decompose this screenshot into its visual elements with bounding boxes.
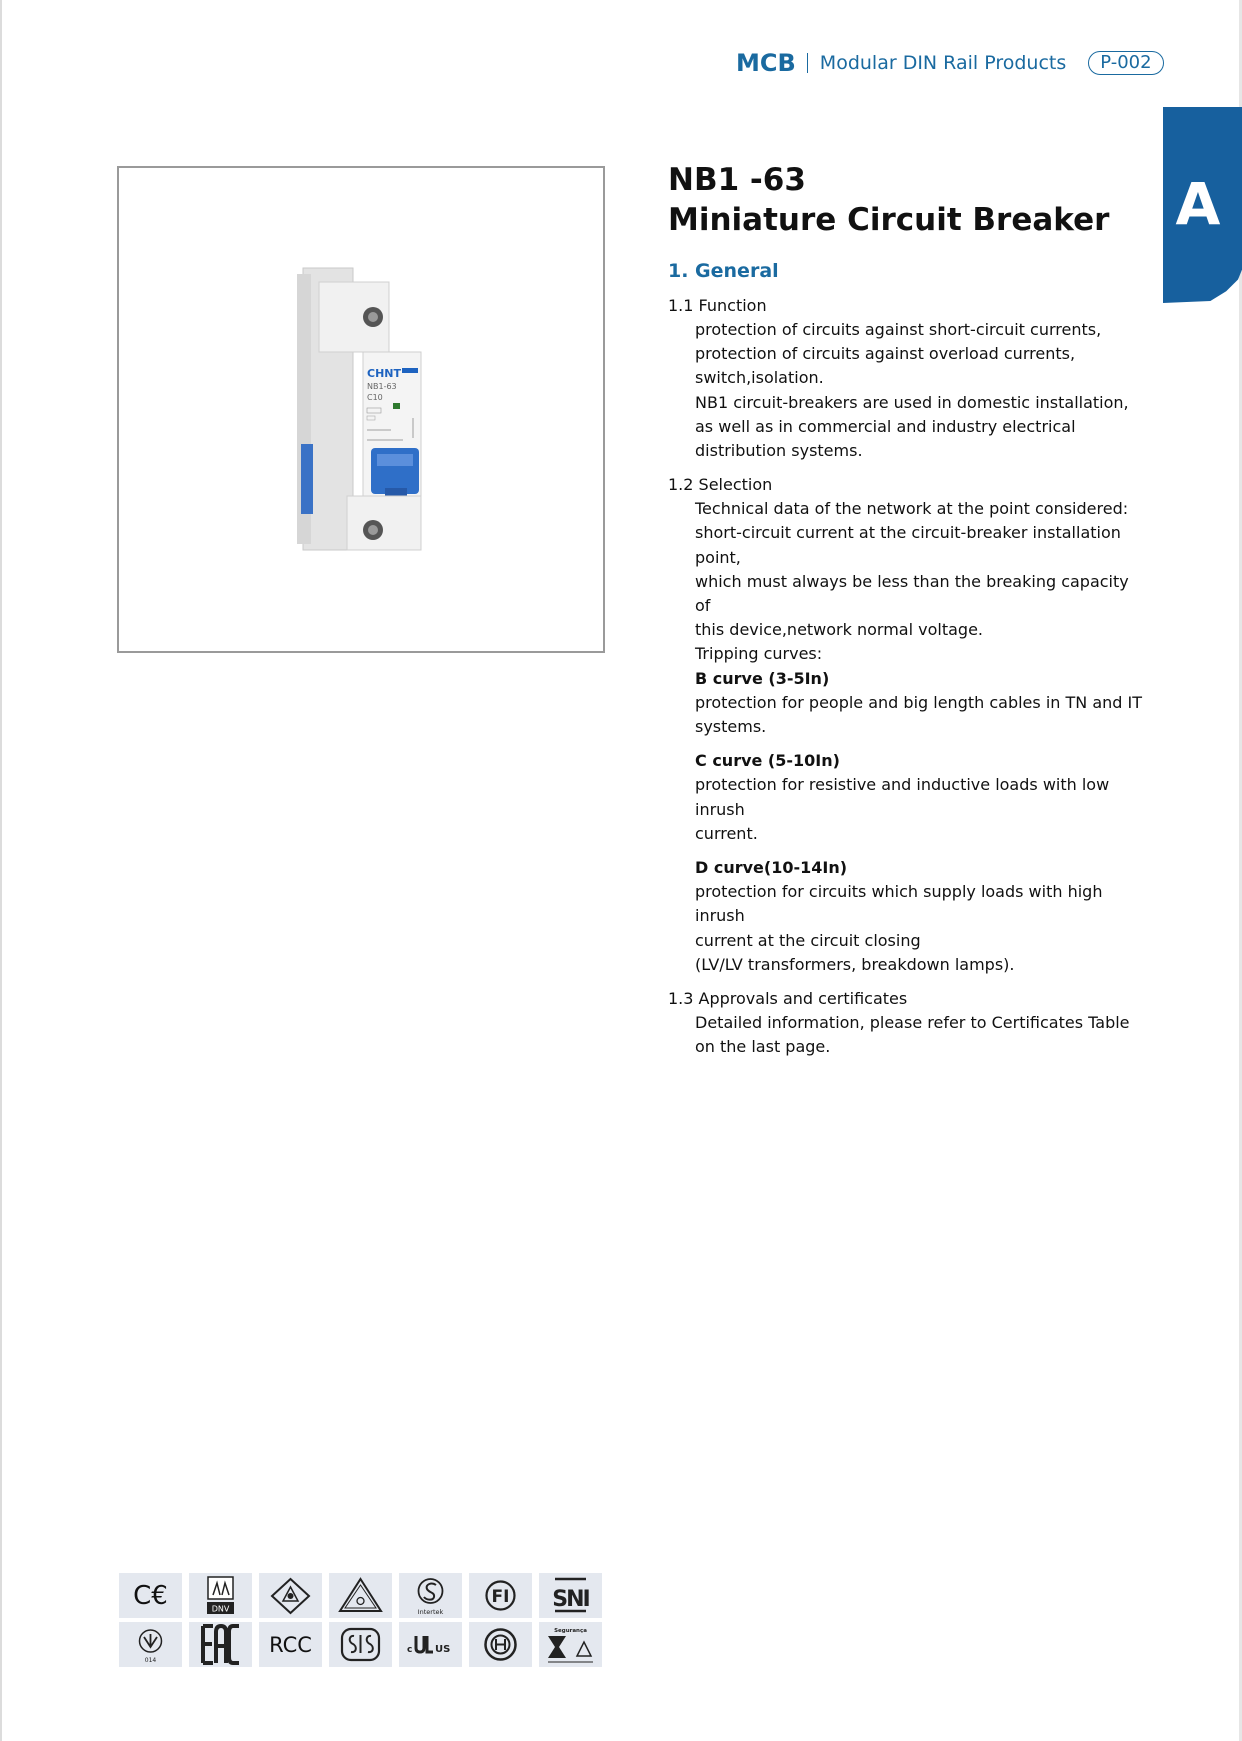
text-line: protection for people and big length cables in TN and IT — [695, 692, 1142, 712]
function-text — [668, 318, 1148, 463]
header-separator — [807, 53, 808, 73]
spacer — [695, 739, 1148, 749]
product-title-line2: Miniature Circuit Breaker — [668, 202, 1110, 238]
us-label: US — [435, 1644, 451, 1655]
curve-d-name: D curve(10-14In) — [695, 858, 848, 878]
quality-mark-icon — [469, 1622, 532, 1667]
curve-c-name: C curve (5-10In) — [695, 751, 840, 771]
subheading-approvals: 1.3 Approvals and certificates — [668, 989, 908, 1009]
sni-label: SNI — [552, 1587, 589, 1612]
text-line: protection of circuits against short-circuit currents, — [695, 320, 1102, 339]
text-line: protection for circuits which supply loads with high inrush — [695, 882, 1103, 926]
text-line: this device,network normal voltage. — [695, 620, 983, 640]
vde-mark-icon — [329, 1573, 392, 1618]
subheading-function: 1.1 Function — [668, 296, 767, 315]
dnv-label: DNV — [211, 1604, 230, 1614]
circuit-breaker-illustration — [119, 168, 603, 651]
sis-mark-icon — [329, 1622, 392, 1667]
selection-text — [668, 497, 1148, 977]
ce-mark-icon — [119, 1573, 182, 1618]
section-heading-general: 1. General — [668, 260, 779, 282]
device-brand-label: CHNT — [367, 367, 401, 380]
ec-mark-icon — [119, 1622, 182, 1667]
text-line: as well as in commercial and industry electrical — [695, 416, 1076, 436]
section-tab-letter: A — [1175, 170, 1221, 238]
subheading-selection: 1.2 Selection — [668, 475, 773, 495]
text-line: Tripping curves: — [695, 644, 823, 664]
approvals-text — [668, 1011, 1148, 1059]
text-line: Technical data of the network at the point considered: — [695, 499, 1129, 519]
text-line: systems. — [695, 717, 767, 737]
header-subtitle: Modular DIN Rail Products — [819, 52, 1067, 74]
page-code-badge: P-002 — [1088, 51, 1163, 75]
sni-mark-icon — [539, 1573, 602, 1618]
text-line: switch,isolation. — [695, 368, 824, 388]
text-line: NB1 circuit-breakers are used in domestic installation, — [695, 392, 1129, 412]
main-content — [668, 160, 1148, 1059]
eac-mark-icon — [189, 1622, 252, 1667]
inmetro-mark-icon — [539, 1622, 602, 1667]
certification-logos — [119, 1573, 602, 1667]
page-edge-left — [0, 0, 2, 1741]
seguranca-label: Segurança — [554, 1628, 587, 1634]
text-line: on the last page. — [695, 1037, 831, 1057]
device-model-label: NB1-63 — [367, 382, 397, 391]
header-category: MCB — [736, 49, 796, 77]
rcc-label: RCC — [269, 1632, 312, 1657]
ata-mark-icon — [259, 1573, 322, 1618]
text-line: protection of circuits against overload currents, — [695, 344, 1076, 364]
curve-b-name: B curve (3-5In) — [695, 668, 830, 688]
dnv-mark-icon — [189, 1573, 252, 1618]
text-line: short-circuit current at the circuit-breaker installation point, — [695, 523, 1121, 567]
fi-label: FI — [491, 1587, 510, 1607]
page-header — [736, 46, 1164, 80]
product-image-frame — [117, 166, 605, 653]
text-line: protection for resistive and inductive loads with low inrush — [695, 775, 1110, 819]
intertek-s-mark-icon — [399, 1573, 462, 1618]
device-rating-label: C10 — [367, 393, 383, 402]
ce-label: C€ — [133, 1580, 168, 1611]
text-line: current at the circuit closing — [695, 930, 921, 950]
intertek-label: Intertek — [417, 1608, 444, 1616]
text-line: current. — [695, 823, 758, 843]
svg-text:c: c — [407, 1645, 413, 1655]
text-line: distribution systems. — [695, 441, 863, 461]
fi-mark-icon — [469, 1573, 532, 1618]
text-line: which must always be less than the breaking capacity of — [695, 571, 1129, 616]
product-title-line1: NB1 -63 — [668, 162, 806, 198]
spacer — [695, 846, 1148, 856]
ec-label: 014 — [144, 1657, 157, 1664]
text-line: (LV/LV transformers, breakdown lamps). — [695, 954, 1015, 974]
rcc-mark-icon — [259, 1622, 322, 1667]
text-line: Detailed information, please refer to Certificates Table — [695, 1013, 1130, 1033]
cul-us-mark-icon — [399, 1622, 462, 1667]
